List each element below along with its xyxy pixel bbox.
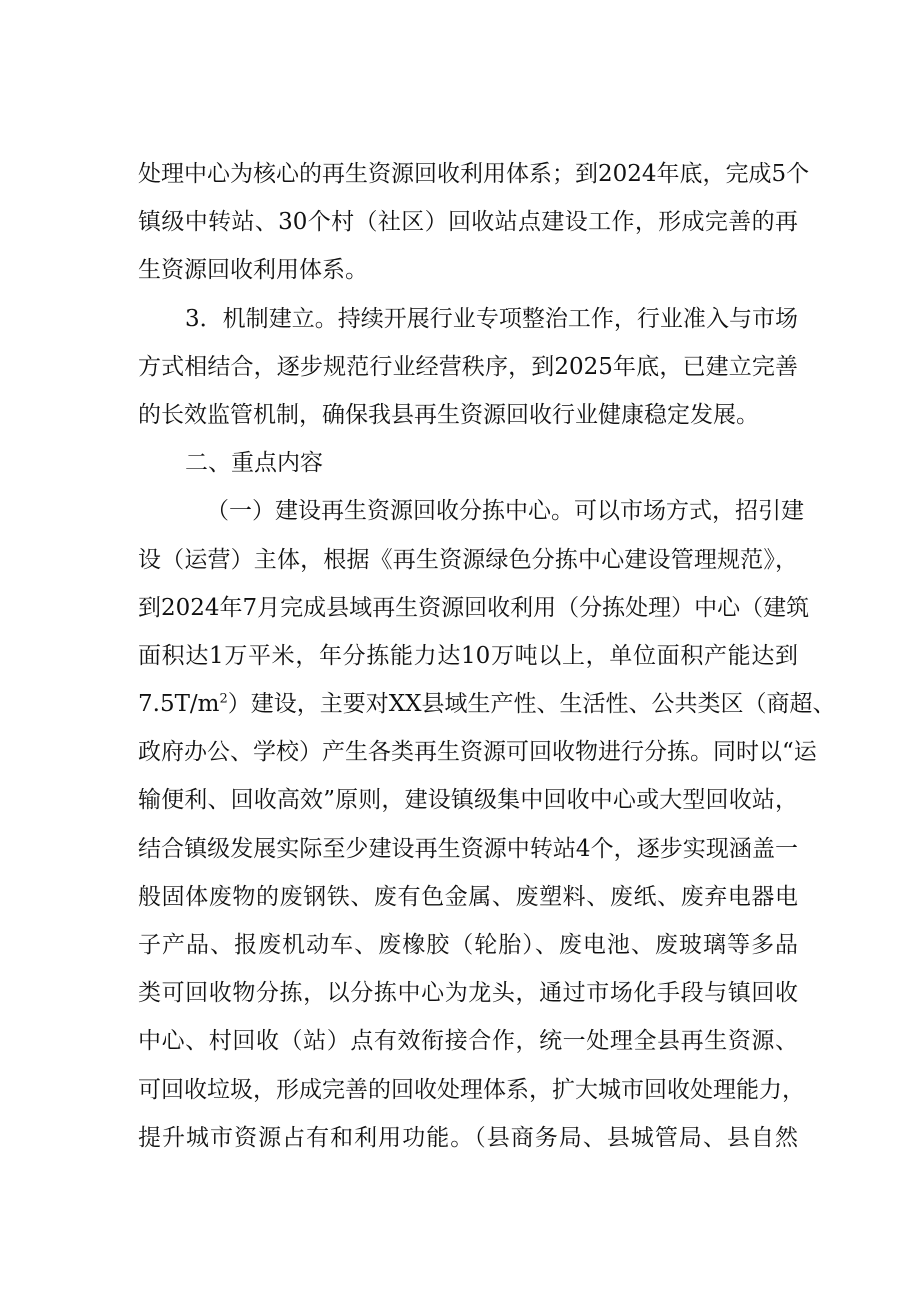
paragraph-line: 中心、村回收（站）点有效衔接合作，统一处理全县再生资源、 <box>138 1028 798 1055</box>
paragraph-line: （一）建设再生资源回收分拣中心。可以市场方式，招引建 <box>206 498 804 525</box>
paragraph-line: 输便利、回收高效”原则，建设镇级集中回收中心或大型回收站， <box>138 787 798 814</box>
paragraph-line: 面积达1万平米，年分拣能力达10万吨以上，单位面积产能达到 <box>138 642 798 669</box>
paragraph-text: ）建设，主要对XX县域生产性、生活性、公共类区（商超、 <box>227 691 836 718</box>
paragraph-line: 3．机制建立。持续开展行业专项整治工作，行业准入与市场 <box>185 305 798 332</box>
superscript-two: 2 <box>219 691 228 707</box>
document-body <box>138 150 836 1162</box>
paragraph-line: 的长效监管机制，确保我县再生资源回收行业健康稳定发展。 <box>138 401 759 428</box>
paragraph-line: 到2024年7月完成县域再生资源回收利用（分拣处理）中心（建筑 <box>138 594 810 621</box>
paragraph-line: 提升城市资源占有和利用功能。（县商务局、县城管局、县自然 <box>138 1124 798 1151</box>
paragraph-line: 可回收垃圾，形成完善的回收处理体系，扩大城市回收处理能力， <box>138 1076 805 1103</box>
paragraph-line: 子产品、报废机动车、废橡胶（轮胎）、废电池、废玻璃等多品 <box>138 932 798 958</box>
paragraph-line: 镇级中转站、30个村（社区）回收站点建设工作，形成完善的再 <box>138 209 798 236</box>
paragraph-line: 结合镇级发展实际至少建设再生资源中转站4个，逐步实现涵盖一 <box>138 835 798 862</box>
section-heading: 二、重点内容 <box>185 450 323 477</box>
paragraph-line: 类可回收物分拣，以分拣中心为龙头，通过市场化手段与镇回收 <box>138 980 798 1007</box>
paragraph-line: 政府办公、学校）产生各类再生资源可回收物进行分拣。同时以“运 <box>138 739 817 766</box>
paragraph-line-with-superscript <box>138 680 836 728</box>
paragraph-line: 方式相结合，逐步规范行业经营秩序，到2025年底，已建立完善 <box>138 353 798 380</box>
paragraph-line: 般固体废物的废钢铁、废有色金属、废塑料、废纸、废弃电器电 <box>138 883 798 910</box>
paragraph-line: 生资源回收利用体系。 <box>138 257 368 284</box>
unit-text: 7.5T/m <box>138 691 220 718</box>
paragraph-line: 设（运营）主体，根据《再生资源绿色分拣中心建设管理规范》， <box>138 546 798 573</box>
paragraph-line: 处理中心为核心的再生资源回收利用体系；到2024年底，完成5个 <box>138 161 810 187</box>
